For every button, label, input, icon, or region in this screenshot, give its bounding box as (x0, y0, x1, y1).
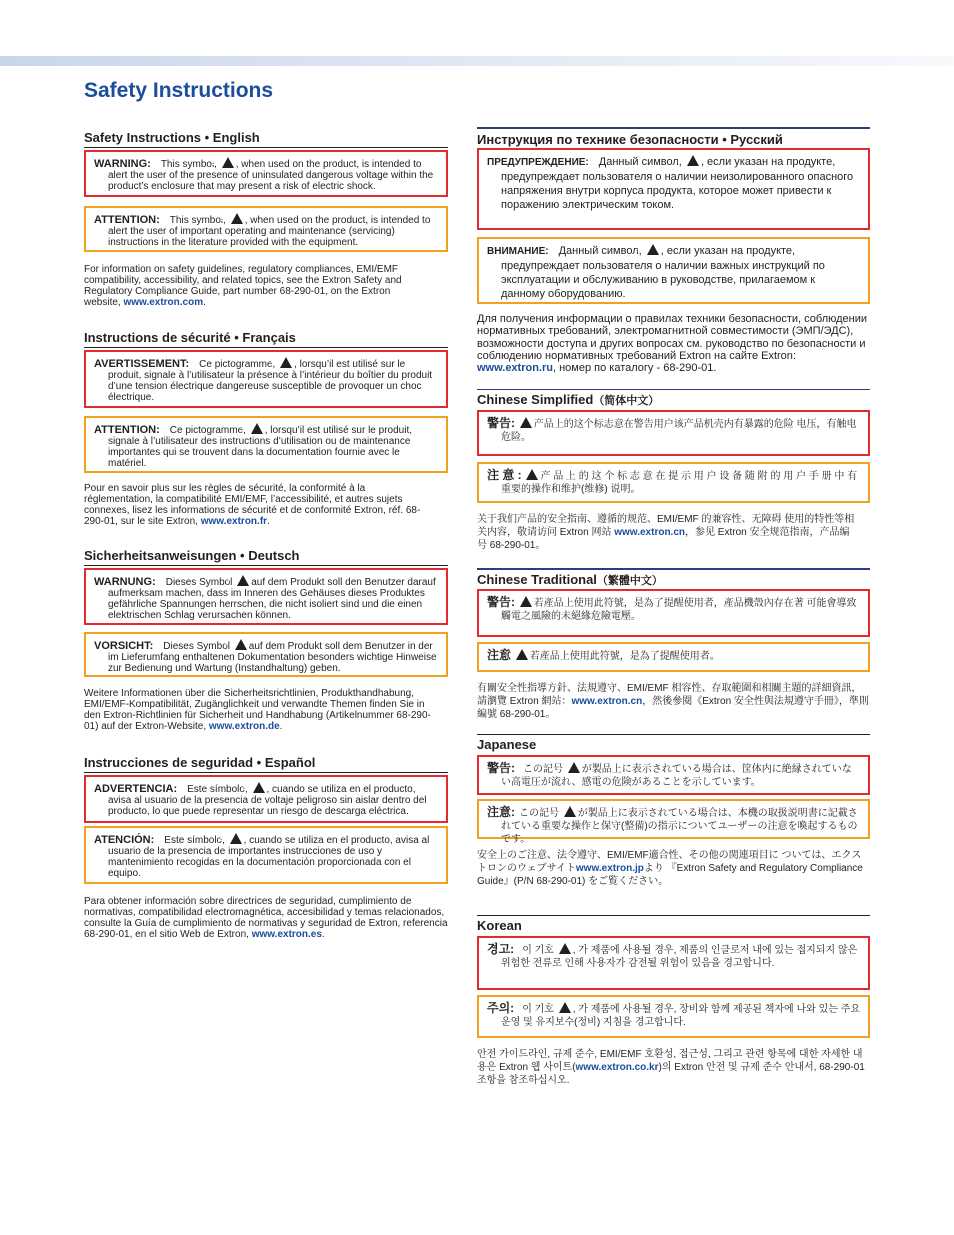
attention-triangle-icon (251, 423, 263, 434)
section-title: Instructions de sécurité • Français (84, 330, 448, 348)
section-french (84, 330, 448, 527)
page-title: Safety Instructions (84, 79, 274, 102)
attention-triangle-icon (231, 213, 243, 224)
warning-triangle-icon (520, 417, 532, 428)
warning-label: ПРЕДУПРЕЖДЕНИЕ: (487, 157, 589, 168)
section-title: Sicherheitsanweisungen • Deutsch (84, 548, 448, 566)
warning-triangle-icon (520, 596, 532, 607)
section-spanish (84, 755, 448, 940)
section-chinese-traditional (477, 568, 870, 720)
warning-triangle-icon (237, 575, 249, 586)
section-title: Chinese Simplified（简体中文） (477, 389, 870, 410)
attention-label: ATTENTION: (94, 214, 160, 226)
warning-box: 警告: この記号 ! が製品上に表示されている場合は、筐体内に絶縁されていない高電圧が流れ、感電の危険があることを示しています。 (477, 755, 870, 795)
info-paragraph: 有關安全性指導方針、法規遵守、EMI/EMF 相容性、存取範圍和相關主題的詳細資訊，請瀏覽 Extron 網站：www.extron.cn，然後參閱《Extron 安全性與法規遵守手冊》，準則編號 68-290-01。 (477, 683, 869, 720)
website-link[interactable]: www.extron.fr (200, 516, 268, 527)
warning-box: 경고: 이 기호 ! , 가 제품에 사용될 경우, 제품의 인클로저 내에 있는 접지되지 않은 위험한 전류로 인해 사용자가 감전될 위험이 있음을 경고합니다. (477, 936, 870, 990)
section-german (84, 548, 448, 732)
info-paragraph: 안전 가이드라인, 규제 준수, EMI/EMF 호환성, 접근성, 그리고 관련 항목에 대한 자세한 내용은 Extron 웹 사이트(www.extron.co.kr)의 Extron 안전 및 규제 준수 안내서, 68-290-01 조항을 참조하십시오. (477, 1049, 865, 1086)
section-chinese-simplified (477, 389, 870, 551)
attention-box: VORSICHT: Dieses Symbol ! auf dem Produkt soll dem Benutzer in der im Lieferumfang enthaltenen Dokumentation besonders wichtige Hinweise zur Bedienung und Wartung (Instandhaltung) geben. (84, 632, 448, 677)
warning-triangle-icon (222, 157, 234, 168)
warning-label: 警告: (487, 761, 515, 775)
attention-label: ВНИМАНИЕ: (487, 246, 549, 257)
warning-label: 경고: (487, 942, 515, 956)
section-korean (477, 915, 870, 1086)
attention-triangle-icon (235, 639, 247, 650)
warning-label: WARNUNG: (94, 576, 156, 588)
section-title: Korean (477, 915, 870, 935)
website-link[interactable]: www.extron.co.kr (575, 1062, 659, 1073)
attention-label: ATTENTION: (94, 424, 160, 436)
warning-triangle-icon (568, 762, 580, 773)
section-title: Chinese Traditional（繁體中文） (477, 568, 870, 590)
website-link[interactable]: www.extron.es (251, 929, 322, 940)
warning-label: WARNING: (94, 158, 151, 170)
warning-label: ADVERTENCIA: (94, 783, 178, 795)
attention-label: ATENCIÓN: (94, 834, 155, 846)
section-title: Safety Instructions • English (84, 130, 448, 148)
warning-triangle-icon (559, 943, 571, 954)
info-paragraph: Для получения информации о правилах техники безопасности, соблюдении нормативных требований, электромагнитной совместимости (ЭМП/ЭДС), возможности доступа и других вопросах см. руководство по безопасности и соблюдению нормативных требований Extron на сайте Extron: www.extron.ru, номер по каталогу - 68-290-01. (477, 313, 868, 375)
attention-box: 注意 ! 若產品上使用此符號，是為了提醒使用者。 (477, 642, 870, 672)
attention-label: 注意: (487, 805, 515, 819)
info-paragraph: For information on safety guidelines, regulatory compliances, EMI/EMF compatibility, accessibility, and related topics, see the Extron Safety and Regulatory Compliance Guide, part number 68-290-01, on the Extron website, www.extron.com. (84, 264, 402, 308)
website-link[interactable]: www.extron.com (123, 297, 204, 308)
website-link[interactable]: www.extron.de (208, 721, 280, 732)
warning-box: 警告: ! 产品上的这个标志意在警告用户该产品机壳内有暴露的危险 电压，有触电危险。 (477, 410, 870, 456)
attention-box: 注意: この記号 ! が製品上に表示されている場合は、本機の取扱説明書に記載されている重要な操作と保守(整備)の指示についてユーザーの注意を喚起するものです。 (477, 799, 870, 839)
attention-box: 주의: 이 기호 ! , 가 제품에 사용될 경우, 장비와 함께 제공된 책자에 나와 있는 주요 운영 및 유지보수(정비) 지침을 경고합니다. (477, 995, 870, 1038)
section-title: Instrucciones de seguridad • Español (84, 755, 448, 773)
warning-box: AVERTISSEMENT: Ce pictogramme, ! , lorsqu’il est utilisé sur le produit, signale à l’utilisateur la présence à l’intérieur du boîtier du produit d’une tension électrique dangereuse susceptible de provoquer un choc électrique. (84, 350, 448, 408)
warning-box: ПРЕДУПРЕЖДЕНИЕ: Данный символ, ! , если указан на продукте, предупреждает пользователя о наличии неизолированного опасного напряжения внутри корпуса продукта, которое может привести к поражению электрическим током. (477, 148, 870, 230)
attention-box: 注 意 : ! 产 品 上 的 这 个 标 志 意 在 提 示 用 户 设 备 随 附 的 用 户 手 册 中 有 重要的操作和维护(维修) 说明。 (477, 462, 870, 503)
attention-box: ВНИМАНИЕ: Данный символ, ! , если указан на продукте, предупреждает пользователя о наличии важных инструкций по эксплуатации и обслуживанию в руководстве, прилагаемом к данному оборудованию. (477, 237, 870, 304)
attention-triangle-icon (564, 806, 576, 817)
section-title: Japanese (477, 734, 870, 754)
warning-label: 警告: (487, 595, 515, 609)
header-gradient-bar (0, 56, 954, 66)
attention-box: ATENCIÓN: Este símbolo, ! , cuando se utiliza en el producto, avisa al usuario de la presencia de importantes instrucciones de uso y mantenimiento recogidas en la documentación proporcionada con el equipo. (84, 826, 448, 884)
warning-triangle-icon (253, 782, 265, 793)
attention-label: 주의: (487, 1001, 515, 1015)
attention-triangle-icon (230, 833, 242, 844)
attention-label: 注意 (487, 648, 512, 662)
warning-box: WARNUNG: Dieses Symbol ! auf dem Produkt soll den Benutzer darauf aufmerksam machen, dass im Inneren des Gehäuses dieses Produktes gefährliche Spannungen herrschen, die nicht isoliert sind und die einen elektrischen Schlag verursachen können. (84, 568, 448, 625)
warning-triangle-icon (280, 357, 292, 368)
warning-label: 警告: (487, 416, 515, 430)
warning-box: ADVERTENCIA: Este símbolo, ! , cuando se utiliza en el producto, avisa al usuario de la presencia de voltaje peligroso sin aislar dentro del producto, lo que puede representar un riesgo de descarga eléctrica. (84, 775, 448, 823)
section-title: Инструкция по технике безопасности • Русский (477, 127, 870, 149)
website-link[interactable]: www.extron.jp (575, 863, 644, 874)
warning-box: WARNING: This symbol, ! , when used on the product, is intended to alert the user of the presence of uninsulated dangerous voltage within the product’s enclosure that may present a risk of electric shock. (84, 150, 448, 197)
info-paragraph: Weitere Informationen über die Sicherheitsrichtlinien, Produkthandhabung, EMI/EMF-Kompatibilität, Zugänglichkeit und verwandte Themen finden Sie in den Extron-Richtlinien für Sicherheit und Handhabung (Artikelnummer 68-290-01) auf der Extron-Website, www.extron.de. (84, 688, 431, 732)
section-english (84, 130, 448, 308)
section-japanese (477, 734, 870, 887)
attention-triangle-icon (647, 244, 659, 255)
warning-label: AVERTISSEMENT: (94, 358, 190, 370)
website-link[interactable]: www.extron.cn (571, 696, 643, 707)
attention-label: 注 意 : (487, 468, 522, 482)
info-paragraph: Para obtener información sobre directrices de seguridad, cumplimiento de normativas, compatibilidad electromagnética, accesibilidad y temas relacionados, consulte la Guía de cumplimiento de normativas y seguridad de Extron, referencia 68-290-01, en el sitio Web de Extron, www.extron.es. (84, 896, 448, 940)
section-russian (477, 127, 870, 375)
website-link[interactable]: www.extron.ru (477, 362, 553, 375)
info-paragraph: Pour en savoir plus sur les règles de sécurité, la conformité à la réglementation, la compatibilité EMI/EMF, l’accessibilité, et autres sujets connexes, lisez les informations de sécurité et de conformité Extron, réf. 68-290-01, sur le site Extron, www.extron.fr. (84, 483, 421, 527)
info-paragraph: 安全上のご注意、法令遵守、EMI/EMF適合性、その他の関連項目に ついては、エクストロンのウェブサイトwww.extron.jpより 『Extron Safety and Regulatory Compliance Guide』(P/N 68-290-01) をご覧ください。 (477, 850, 863, 887)
info-paragraph: 关于我们产品的安全指南、遵循的规范、EMI/EMF 的兼容性、无障碍 使用的特性等相关内容，敬请访问 Extron 网站 www.extron.cn，参见 Extron 安全规范指南，产品编号 68-290-01。 (477, 514, 855, 551)
attention-box: ATTENTION: Ce pictogramme, ! , lorsqu’il est utilisé sur le produit, signale à l’utilisateur des instructions d’utilisation ou de maintenance importantes qui se trouvent dans la documentation fournie avec le matériel. (84, 416, 448, 473)
attention-label: VORSICHT: (94, 640, 154, 652)
attention-box: ATTENTION: This symbol, ! , when used on the product, is intended to alert the user of important operating and maintenance (servicing) instructions in the literature provided with the equipment. (84, 206, 448, 252)
attention-triangle-icon (516, 649, 528, 660)
website-link[interactable]: www.extron.cn (614, 527, 686, 538)
warning-triangle-icon (687, 155, 699, 166)
attention-triangle-icon (526, 469, 538, 480)
warning-box: 警告: ! 若產品上使用此符號，是為了提醒使用者，產品機殼內存在著 可能會導致觸電之風險的未絕緣危險電壓。 (477, 589, 870, 637)
attention-triangle-icon (559, 1002, 571, 1013)
